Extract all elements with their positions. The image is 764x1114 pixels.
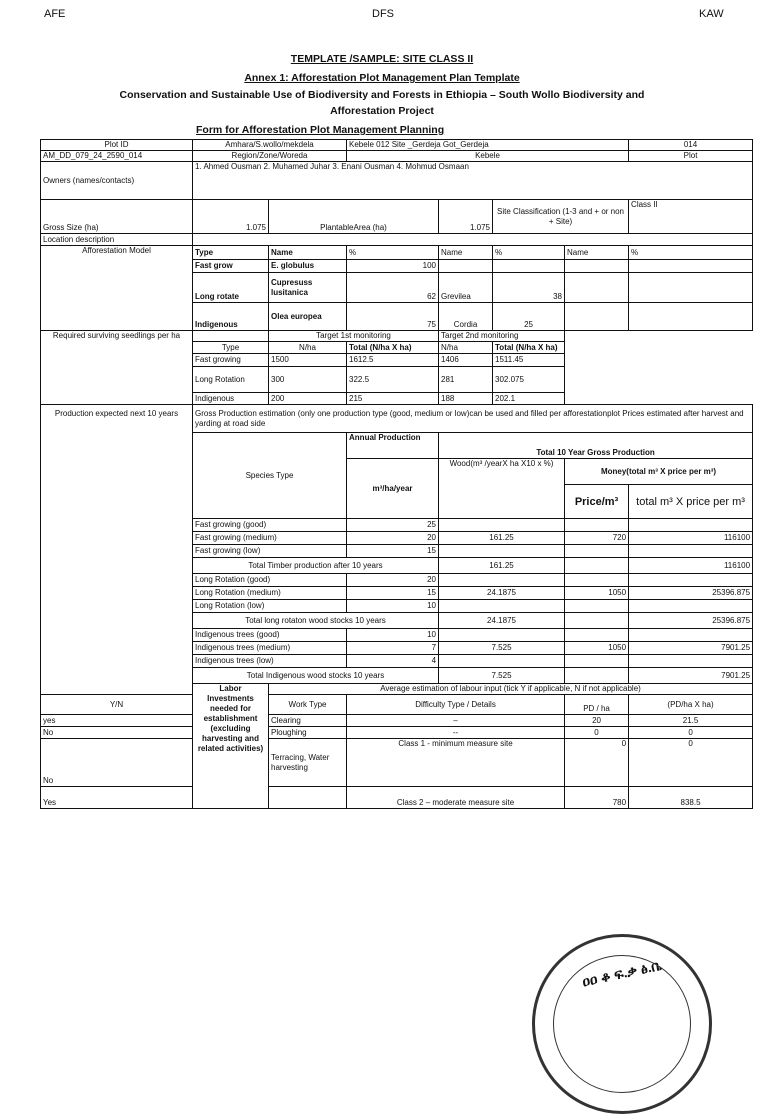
production-price xyxy=(565,519,629,532)
production-total xyxy=(629,519,753,532)
production-price: 720 xyxy=(565,532,629,545)
production-species: Fast growing (good) xyxy=(193,519,347,532)
labor-row xyxy=(41,727,753,739)
seed-t1: 215 xyxy=(347,393,439,405)
production-label: Production expected next 10 years xyxy=(41,405,193,695)
seed-total-header: Total (N/ha X ha) xyxy=(347,342,439,354)
region-value: Amhara/S.wollo/mekdela xyxy=(193,140,347,151)
aff-name-header: Name xyxy=(269,246,347,260)
production-annual: 10 xyxy=(347,600,439,613)
production-total xyxy=(629,545,753,558)
production-price xyxy=(565,613,629,629)
production-total: 25396.875 xyxy=(629,613,753,629)
production-annual: 25 xyxy=(347,519,439,532)
seed-n1: 200 xyxy=(269,393,347,405)
aff-type: Long rotate xyxy=(193,273,269,303)
labor-pd: 780 xyxy=(565,787,629,809)
kebele-value: Kebele 012 Site _Gerdeja Got_Gerdeja xyxy=(347,140,629,151)
pd-ha-header: PD / ha xyxy=(565,695,629,715)
production-price xyxy=(565,600,629,613)
aff-percent: 62 xyxy=(347,273,439,303)
labor-details: – xyxy=(347,715,565,727)
production-wood: 7.525 xyxy=(439,642,565,655)
seed-nha2-header: N/ha xyxy=(439,342,493,354)
production-note: Gross Production estimation (only one production type (good, medium or low)can be used and filled per afforestationplot Prices estimated after harvest and yarding at road side xyxy=(193,405,753,433)
official-stamp xyxy=(532,934,712,1114)
production-annual: 15 xyxy=(347,545,439,558)
production-wood: 7.525 xyxy=(439,668,565,684)
seed-type-header: Type xyxy=(193,342,269,354)
plot-id-value: AM_DD_079_24_2590_014 xyxy=(41,151,193,162)
production-wood xyxy=(439,545,565,558)
production-wood xyxy=(439,655,565,668)
location-value xyxy=(193,234,753,246)
production-total xyxy=(629,655,753,668)
production-total xyxy=(629,629,753,642)
production-annual: 20 xyxy=(347,574,439,587)
corner-center-label: DFS xyxy=(372,8,394,20)
seed-type: Long Rotation xyxy=(193,367,269,393)
labor-work-type: Terracing, Water harvesting xyxy=(269,739,347,787)
region-label: Region/Zone/Woreda xyxy=(193,151,347,162)
production-species: Long Rotation (good) xyxy=(193,574,347,587)
production-species: Fast growing (medium) xyxy=(193,532,347,545)
labor-yn: yes xyxy=(41,715,193,727)
production-price xyxy=(565,545,629,558)
production-wood: 161.25 xyxy=(439,532,565,545)
aff-species: Cupresuss lusitanica xyxy=(269,273,347,303)
labor-pd: 20 xyxy=(565,715,629,727)
production-total: 116100 xyxy=(629,558,753,574)
aff-percent-2 xyxy=(493,260,565,273)
aff-pct3-header: % xyxy=(629,246,753,260)
aff-species-2: Grevilea xyxy=(439,273,493,303)
production-species: Total Timber production after 10 years xyxy=(193,558,439,574)
aff-species: Olea europea xyxy=(269,303,347,331)
seed-total2-header: Total (N/ha X ha) xyxy=(493,342,565,354)
labor-details: Class 2 – moderate measure site xyxy=(347,787,565,809)
aff-type-header: Type xyxy=(193,246,269,260)
labor-details: -- xyxy=(347,727,565,739)
production-wood xyxy=(439,629,565,642)
production-annual: 10 xyxy=(347,629,439,642)
plantable-area-label: PlantableArea (ha) xyxy=(269,200,439,234)
seed-t2: 202.1 xyxy=(493,393,565,405)
seed-t2: 1511.45 xyxy=(493,354,565,367)
total-10yr-header: Total 10 Year Gross Production xyxy=(439,433,753,459)
seed-n2: 188 xyxy=(439,393,493,405)
seed-n2: 281 xyxy=(439,367,493,393)
target-2nd-monitoring: Target 2nd monitoring xyxy=(439,331,565,342)
production-annual: 20 xyxy=(347,532,439,545)
stamp-text: ዐዐ ቆ ፍ.ቃ ፅ.ቤ xyxy=(580,956,664,990)
total-pds-unit: (PD/ha X ha) xyxy=(629,695,753,715)
production-species: Indigenous trees (low) xyxy=(193,655,347,668)
price-header: Price/m³ xyxy=(565,485,629,519)
production-price xyxy=(565,655,629,668)
production-wood xyxy=(439,574,565,587)
yn-header: Y/N xyxy=(41,695,193,715)
production-total xyxy=(629,574,753,587)
work-type-header: Work Type xyxy=(269,695,347,715)
production-price: 1050 xyxy=(565,587,629,600)
plot-id-label: Plot ID xyxy=(41,140,193,151)
labor-row xyxy=(41,787,753,809)
production-total: 7901.25 xyxy=(629,642,753,655)
production-wood xyxy=(439,519,565,532)
total-m3-header: total m³ X price per m³ xyxy=(629,485,753,519)
labor-total: 0 xyxy=(629,727,753,739)
target-1st-monitoring: Target 1st monitoring xyxy=(269,331,439,342)
labor-label: Labor Investments needed for establishment (excluding harvesting and related activities) xyxy=(193,684,269,809)
wood-header: Wood(m³ /yearX ha X10 x %) xyxy=(439,459,565,519)
annual-production-header: Annual Production xyxy=(347,433,439,459)
labor-row xyxy=(41,739,753,787)
labor-total: 0 xyxy=(629,739,753,787)
aff-name3-header: Name xyxy=(565,246,629,260)
corner-right-label: KAW xyxy=(699,8,724,20)
seedlings-label: Required surviving seedlings per ha xyxy=(41,331,193,405)
aff-name2-header: Name xyxy=(439,246,493,260)
production-species: Long Rotation (low) xyxy=(193,600,347,613)
labor-total: 21.5 xyxy=(629,715,753,727)
seed-t2: 302.075 xyxy=(493,367,565,393)
location-label: Location description xyxy=(41,234,193,246)
plot-number: 014 xyxy=(629,140,753,151)
production-species: Fast growing (low) xyxy=(193,545,347,558)
production-price: 1050 xyxy=(565,642,629,655)
species-type-header: Species Type xyxy=(193,433,347,519)
seed-n1: 300 xyxy=(269,367,347,393)
annex-title: Annex 1: Afforestation Plot Management Plan Template xyxy=(244,72,520,84)
seed-nha-header: N/ha xyxy=(269,342,347,354)
seed-type: Indigenous xyxy=(193,393,269,405)
production-total: 25396.875 xyxy=(629,587,753,600)
seed-t1: 1612.5 xyxy=(347,354,439,367)
owners-label: Owners (names/contacts) xyxy=(41,162,193,200)
labor-pd: 0 xyxy=(565,727,629,739)
kebele-label: Kebele xyxy=(347,151,629,162)
afforestation-model-label: Afforestation Model xyxy=(41,246,193,331)
plot-label: Plot xyxy=(629,151,753,162)
gross-size-value: 1.075 xyxy=(193,200,269,234)
labor-work-type: Clearing xyxy=(269,715,347,727)
production-total xyxy=(629,600,753,613)
aff-percent-2: 38 xyxy=(493,273,565,303)
production-annual: 7 xyxy=(347,642,439,655)
money-header: Money(total m³ X price per m³) xyxy=(565,459,753,485)
seed-t1: 322.5 xyxy=(347,367,439,393)
labor-yn: No xyxy=(41,727,193,739)
difficulty-header: Difficulty Type / Details xyxy=(347,695,565,715)
aff-type: Fast grow xyxy=(193,260,269,273)
project-title: Conservation and Sustainable Use of Biodiversity and Forests in Ethiopia – South Wollo Biodiversity and xyxy=(119,89,645,101)
labor-pd: 0 xyxy=(565,739,629,787)
project-subtitle: Afforestation Project xyxy=(330,105,434,117)
labor-yn: Yes xyxy=(41,787,193,809)
aff-percent: 100 xyxy=(347,260,439,273)
production-total: 7901.25 xyxy=(629,668,753,684)
aff-type: Indigenous xyxy=(193,303,269,331)
production-annual: 15 xyxy=(347,587,439,600)
aff-percent: 75 xyxy=(347,303,439,331)
form-title: Form for Afforestation Plot Management Planning xyxy=(196,124,445,136)
production-total: 116100 xyxy=(629,532,753,545)
labor-work-type: Ploughing xyxy=(269,727,347,739)
labor-note: Average estimation of labour input (tick Y if applicable, N if not applicable) xyxy=(269,684,753,695)
production-species: Indigenous trees (medium) xyxy=(193,642,347,655)
annual-unit-header: m³/ha/year xyxy=(347,459,439,519)
production-species: Total long rotaton wood stocks 10 years xyxy=(193,613,439,629)
production-wood: 24.1875 xyxy=(439,587,565,600)
plantable-area-value: 1.075 xyxy=(439,200,493,234)
aff-species-2: Cordia xyxy=(439,303,493,331)
labor-yn: No xyxy=(41,739,193,787)
owners-value: 1. Ahmed Ousman 2. Muhamed Juhar 3. Enani Ousman 4. Mohmud Osmaan xyxy=(193,162,753,200)
corner-left-label: AFE xyxy=(44,8,66,20)
aff-species: E. globulus xyxy=(269,260,347,273)
production-species: Total Indigenous wood stocks 10 years xyxy=(193,668,439,684)
labor-row xyxy=(41,715,753,727)
production-annual: 4 xyxy=(347,655,439,668)
aff-pct2-header: % xyxy=(493,246,565,260)
production-wood xyxy=(439,600,565,613)
production-price xyxy=(565,558,629,574)
aff-percent-2: 25 xyxy=(493,303,565,331)
site-classification-value: Class II xyxy=(629,200,753,234)
production-price xyxy=(565,668,629,684)
site-classification-label: Site Classification (1-3 and + or non + Site) xyxy=(493,200,629,234)
production-wood: 24.1875 xyxy=(439,613,565,629)
labor-total: 838.5 xyxy=(629,787,753,809)
labor-details: Class 1 - minimum measure site xyxy=(347,739,565,787)
production-species: Indigenous trees (good) xyxy=(193,629,347,642)
seed-type: Fast growing xyxy=(193,354,269,367)
template-title: TEMPLATE /SAMPLE: SITE CLASS II xyxy=(290,53,474,65)
seed-n2: 1406 xyxy=(439,354,493,367)
management-plan-table xyxy=(40,139,753,809)
aff-species-2 xyxy=(439,260,493,273)
production-price xyxy=(565,629,629,642)
seed-n1: 1500 xyxy=(269,354,347,367)
aff-pct-header: % xyxy=(347,246,439,260)
gross-size-label: Gross Size (ha) xyxy=(41,200,193,234)
production-price xyxy=(565,574,629,587)
labor-work-type xyxy=(269,787,347,809)
production-species: Long Rotation (medium) xyxy=(193,587,347,600)
production-wood: 161.25 xyxy=(439,558,565,574)
